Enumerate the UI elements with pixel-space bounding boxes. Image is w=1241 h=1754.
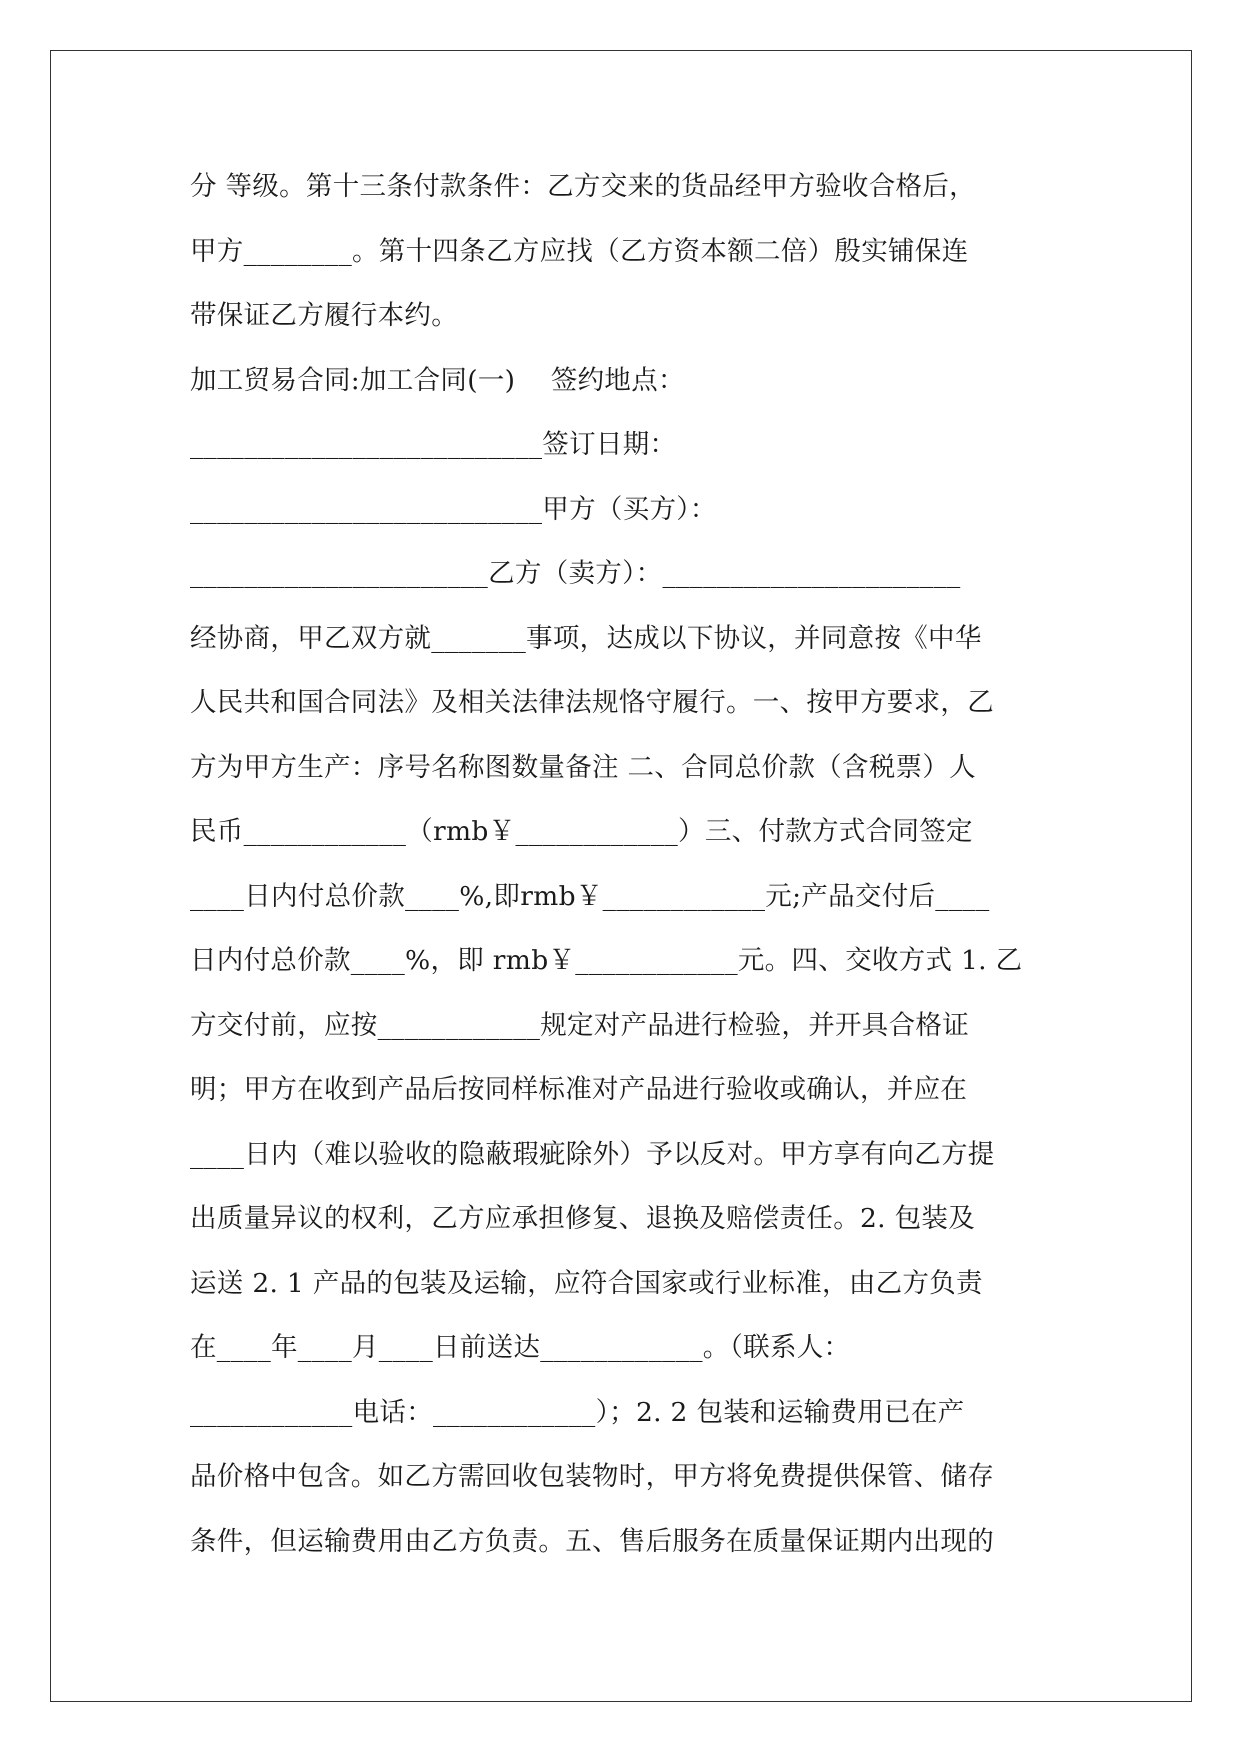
text-line: 民币____________（rmb￥____________）三、付款方式合同签定 <box>190 816 973 847</box>
text-line: 分 等级。第十三条付款条件：乙方交来的货品经甲方验收合格后， <box>190 171 976 202</box>
text-line: 运送 2. 1 产品的包装及运输，应符合国家或行业标准，由乙方负责 <box>190 1267 983 1299</box>
text-line: 明；甲方在收到产品后按同样标准对产品进行验收或确认，并应在 <box>190 1074 968 1105</box>
text-line: __________________________签订日期： <box>190 429 677 460</box>
text-line: 甲方________。第十四条乙方应找（乙方资本额二倍）殷实铺保连 <box>190 235 969 267</box>
text-line: 出质量异议的权利，乙方应承担修复、退换及赔偿责任。2. 包装及 <box>190 1203 976 1234</box>
text-line: 人民共和国合同法》及相关法律法规恪守履行。一、按甲方要求，乙 <box>190 687 994 718</box>
text-line: 带保证乙方履行本约。 <box>190 300 458 331</box>
text-line: 品价格中包含。如乙方需回收包装物时，甲方将免费提供保管、储存 <box>190 1461 994 1492</box>
text-line: 经协商，甲乙双方就_______事项，达成以下协议，并同意按《中华 <box>190 622 982 654</box>
text-line: 在____年____月____日前送达____________。（联系人： <box>190 1332 851 1363</box>
text-line: 加工贸易合同:加工合同(一) 签约地点： <box>190 364 685 396</box>
text-line: ____日内付总价款____%,即rmb￥____________元;产品交付后____ <box>190 880 990 912</box>
text-line: ____________电话：____________）；2. 2 包装和运输费用已在产 <box>190 1396 965 1428</box>
text-line: ____日内（难以验收的隐蔽瑕疵除外）予以反对。甲方享有向乙方提 <box>190 1138 995 1170</box>
text-line: ______________________乙方（卖方）：______________________ <box>190 558 961 589</box>
text-line: 方交付前，应按____________规定对产品进行检验，并开具合格证 <box>190 1009 969 1041</box>
text-line: __________________________甲方（买方）： <box>190 493 717 525</box>
document-body <box>190 155 1060 1574</box>
text-line: 条件，但运输费用由乙方负责。五、售后服务在质量保证期内出现的 <box>190 1525 994 1557</box>
text-line: 日内付总价款____%，即 rmb￥____________元。四、交收方式 1. 乙 <box>190 945 1023 976</box>
text-line: 方为甲方生产：序号名称图数量备注 二、合同总价款（含税票）人 <box>190 751 976 783</box>
